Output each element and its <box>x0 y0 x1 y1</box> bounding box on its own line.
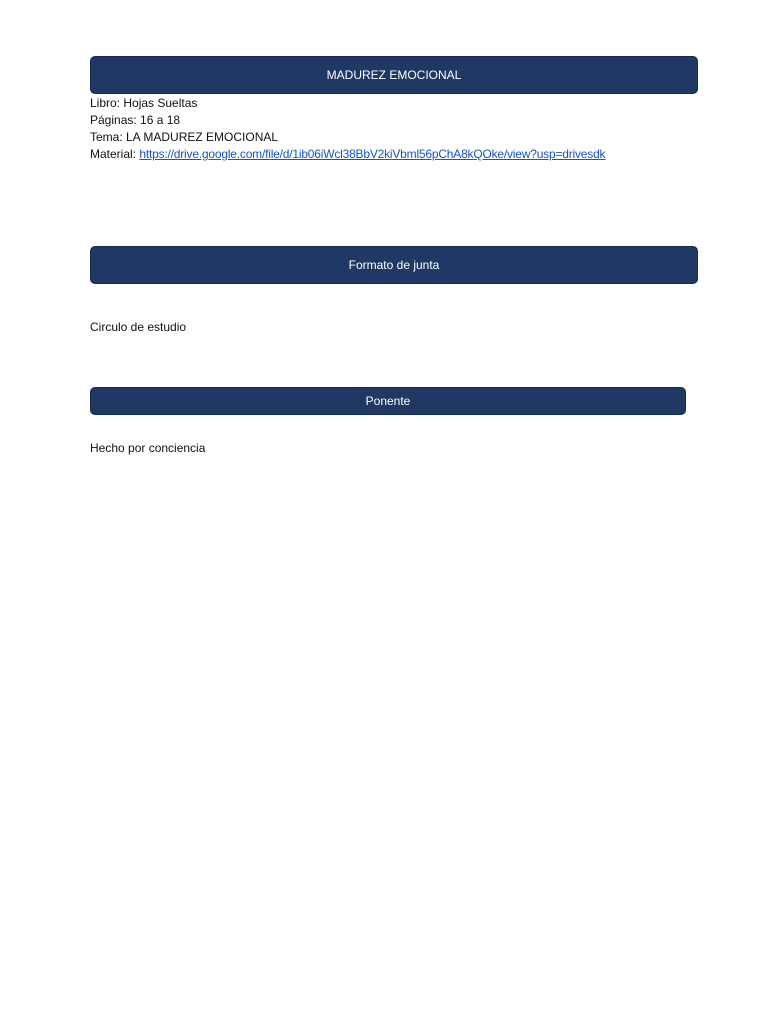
format-title-banner <box>90 246 698 284</box>
speaker-title: Ponente <box>365 394 411 408</box>
pages-line: Páginas: 16 a 18 <box>90 113 181 127</box>
main-title-banner <box>90 56 698 94</box>
main-title: MADUREZ EMOCIONAL <box>326 68 462 82</box>
material-label: Material: <box>90 147 140 161</box>
speaker-value: Hecho por conciencia <box>90 441 206 455</box>
format-value: Circulo de estudio <box>90 320 187 334</box>
info-block <box>90 95 730 163</box>
topic-line: Tema: LA MADUREZ EMOCIONAL <box>90 130 279 144</box>
speaker-title-banner <box>90 387 686 415</box>
material-line <box>90 146 730 163</box>
book-line: Libro: Hojas Sueltas <box>90 96 198 110</box>
format-title: Formato de junta <box>348 258 440 272</box>
material-link[interactable]: https://drive.google.com/file/d/1ib06iWcl38BbV2kiVbml56pChA8kQOke/view?usp=drivesdk <box>139 147 606 161</box>
